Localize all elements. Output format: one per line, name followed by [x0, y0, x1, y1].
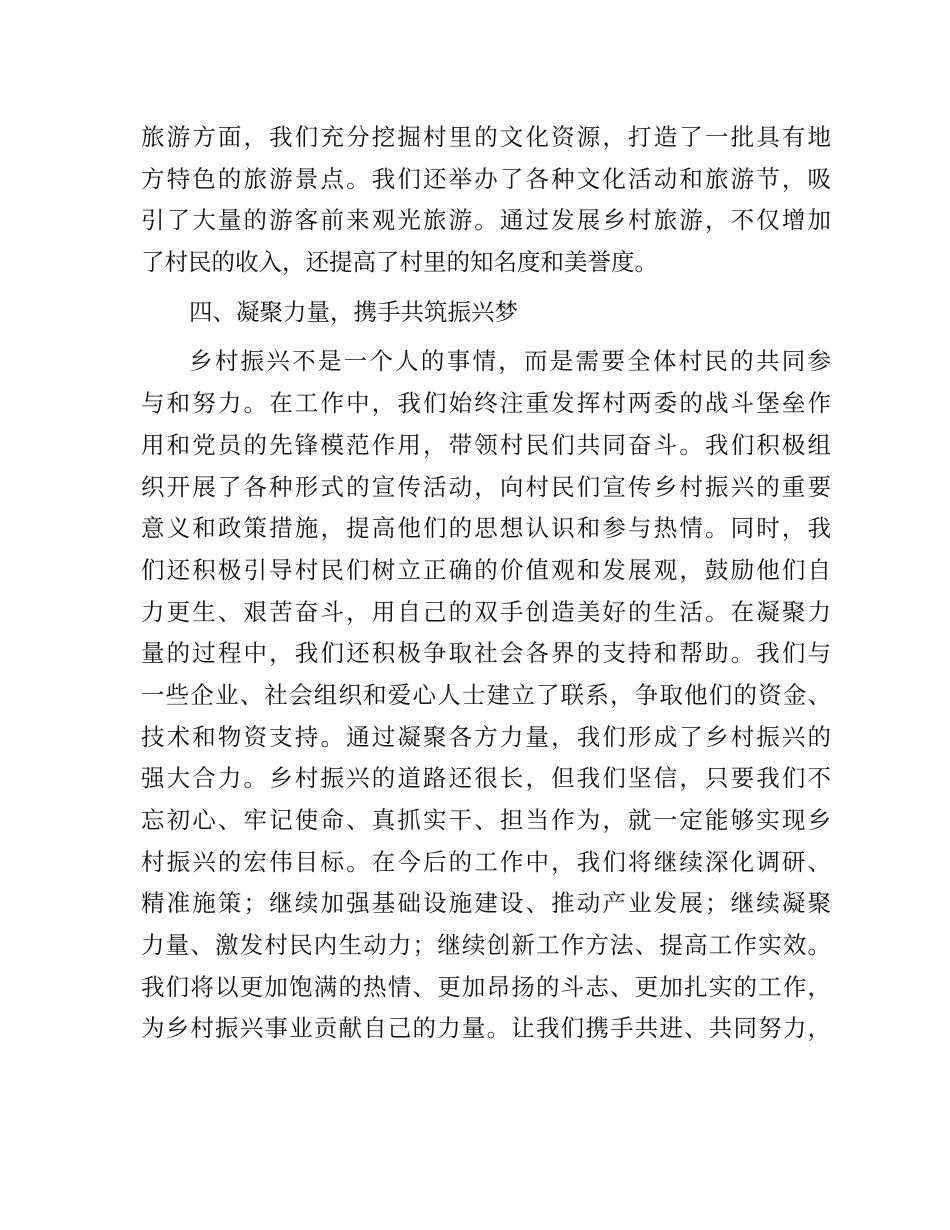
- text-line: 们还积极引导村民们树立正确的价值观和发展观，鼓励他们自: [141, 555, 831, 584]
- text-line: 村振兴的宏伟目标。在今后的工作中，我们将继续深化调研、: [141, 847, 831, 876]
- text-line: 技术和物资支持。通过凝聚各方力量，我们形成了乡村振兴的: [141, 722, 831, 751]
- paragraph-unity: [141, 341, 831, 1050]
- section-heading: 四、凝聚力量，携手共筑振兴梦: [189, 297, 518, 326]
- text-line: 我们将以更加饱满的热情、更加昂扬的斗志、更加扎实的工作，: [141, 972, 831, 1001]
- text-line: 乡村振兴不是一个人的事情，而是需要全体村民的共同参: [189, 347, 831, 376]
- text-line: 精准施策；继续加强基础设施建设、推动产业发展；继续凝聚: [141, 889, 831, 918]
- text-line: 引了大量的游客前来观光旅游。通过发展乡村旅游，不仅增加: [141, 206, 831, 235]
- text-line: 强大合力。乡村振兴的道路还很长，但我们坚信，只要我们不: [141, 764, 831, 793]
- text-line: 意义和政策措施，提高他们的思想认识和参与热情。同时，我: [141, 514, 831, 543]
- document-body: [141, 117, 831, 1050]
- text-line: 与和努力。在工作中，我们始终注重发挥村两委的战斗堡垒作: [141, 389, 831, 418]
- paragraph-tourism: [141, 117, 831, 284]
- text-line: 为乡村振兴事业贡献自己的力量。让我们携手共进、共同努力，: [141, 1014, 831, 1043]
- text-line: 力更生、艰苦奋斗，用自己的双手创造美好的生活。在凝聚力: [141, 597, 831, 626]
- text-line: 了村民的收入，还提高了村里的知名度和美誉度。: [141, 248, 658, 277]
- text-line: 一些企业、社会组织和爱心人士建立了联系，争取他们的资金、: [141, 680, 831, 709]
- text-line: 旅游方面，我们充分挖掘村里的文化资源，打造了一批具有地: [141, 123, 831, 151]
- text-line: 用和党员的先锋模范作用，带领村民们共同奋斗。我们积极组: [141, 430, 831, 459]
- text-line: 忘初心、牢记使命、真抓实干、担当作为，就一定能够实现乡: [141, 806, 831, 834]
- text-line: 方特色的旅游景点。我们还举办了各种文化活动和旅游节，吸: [141, 164, 831, 193]
- text-line: 力量、激发村民内生动力；继续创新工作方法、提高工作实效。: [141, 931, 831, 960]
- text-line: 织开展了各种形式的宣传活动，向村民们宣传乡村振兴的重要: [141, 472, 831, 501]
- text-line: 量的过程中，我们还积极争取社会各界的支持和帮助。我们与: [141, 639, 831, 668]
